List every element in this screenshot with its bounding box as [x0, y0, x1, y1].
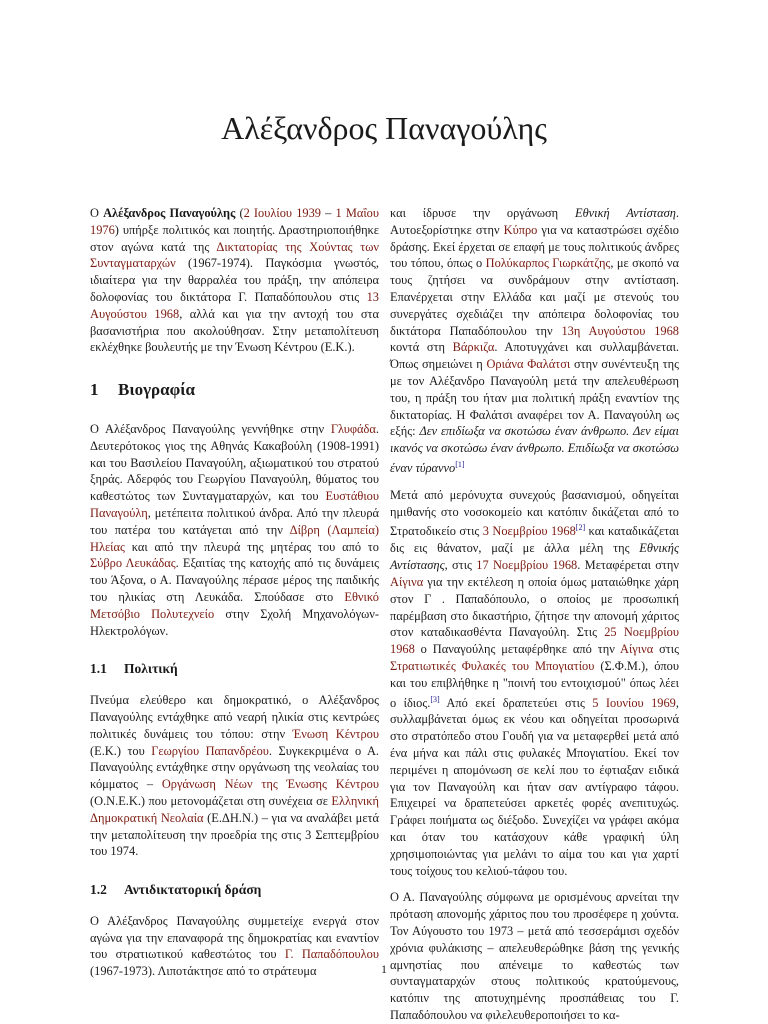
text: στην συνέντευξη της με τον Αλέξανδρο Παναγούλη μετά την απελευθέρωση του, η πράξη του ήταν μια πολιτική πράξη εναντίον της δικτατορίας. Η Φαλάτσι αναφέρει τον Α. Παναγούλη ως εξής: — [390, 357, 679, 439]
text: . Συγκεκριμένα ο Α. Παναγούλης εντάχθηκε στην οργάνωση της νεολαίας του κόμματος – — [90, 743, 379, 792]
subsection-number: 1.2 — [90, 882, 107, 898]
link-fallaci[interactable]: Οριάνα Φαλάτσι — [486, 357, 571, 372]
page-title: Αλέξανδρος Παναγούλης — [221, 110, 547, 146]
text: , μετέπειτα πολιτικού άνδρα. Από την πλευρά του πατέρα του κατάγεται από την — [90, 505, 379, 537]
link-aegina[interactable]: Αίγινα — [390, 574, 424, 589]
link-onek[interactable]: Οργάνωση Νέων της Ένωσης Κέντρου — [161, 777, 379, 792]
link-17-nov-1968[interactable]: 17 Νοεμβρίου 1968 — [476, 558, 578, 573]
text: ) υπήρξε πολιτικός και ποιητής. Δραστηριοποιήθηκε στον αγώνα κατά της — [90, 222, 379, 254]
reference-link[interactable]: [2] — [575, 523, 586, 533]
link-aegina-2[interactable]: Αίγινα — [620, 642, 654, 657]
text: ο Παναγούλης μεταφέρθηκε από την — [414, 642, 621, 657]
subsection-heading-resistance — [90, 882, 379, 899]
text: Ο Αλέξανδρος Παναγούλης γεννήθηκε στην — [90, 421, 331, 436]
emphasis: Εθνική Αντίσταση — [575, 206, 676, 220]
text: – — [320, 206, 336, 220]
link-enosi-kentrou[interactable]: Ένωση Κέντρου — [292, 726, 380, 741]
amnesty-paragraph — [390, 889, 679, 1023]
link-papadopoulos[interactable]: Γ. Παπαδόπουλου — [284, 947, 380, 962]
link-death-date[interactable]: 1 Μαΐου 1976 — [90, 206, 380, 237]
resistance-paragraph-continued — [390, 205, 679, 477]
subject-name: Αλέξανδρος Παναγούλης — [103, 206, 236, 220]
text: , στις — [444, 558, 477, 573]
link-birth-date[interactable]: 2 Ιουλίου 1939 — [243, 206, 321, 220]
link-bogiati-prison[interactable]: Στρατιωτικές Φυλακές του Μπογιατίου — [390, 658, 595, 673]
politics-paragraph — [90, 692, 379, 860]
reference-link[interactable]: [1] — [455, 459, 465, 469]
text: . Αυτοεξορίστηκε στην — [390, 206, 679, 237]
link-georkatzis[interactable]: Πολύκαρπος Γιωρκάτζης — [485, 256, 611, 271]
text: στην Σχολή Μηχανολόγων-Ηλεκτρολόγων. — [90, 606, 379, 638]
text: και ίδρυσε την οργάνωση — [390, 206, 575, 220]
link-edin[interactable]: Ελληνική Δημοκρατική Νεολαία — [90, 793, 379, 825]
link-5-jun-1969[interactable]: 5 Ιουνίου 1969 — [592, 695, 676, 710]
text: (1967-1974). Παγκόσμια γνωστός, ιδιαίτερα για την θαρραλέα του πράξη, την απόπειρα δολοφονίας του δικτάτορα Γ. Παπαδόπουλου στις — [90, 256, 379, 304]
link-25-nov-1968[interactable]: 25 Νοεμβρίου 1968 — [390, 625, 679, 657]
emphasis: Εθνικής Αντίστασης — [390, 541, 679, 573]
link-glyfada[interactable]: Γλυφάδα — [330, 421, 376, 436]
subsection-number: 1.1 — [90, 661, 107, 677]
text: , με σκοπό να τους ζητήσει να συνδράμουν στην αντίσταση. Επανέρχεται στην Ελλάδα και μαζί με στενούς του συνεργάτες σχεδιάζει την απόπειρα δολοφονίας του δικτάτορα Παπαδόπουλου την — [390, 256, 679, 338]
subsection-heading-politics — [90, 661, 379, 678]
text: . Μεταφέρεται στην — [577, 558, 679, 573]
section-number: 1 — [90, 380, 99, 400]
text: Ο — [90, 206, 104, 220]
link-cyprus[interactable]: Κύπρο — [503, 222, 538, 237]
quote: Δεν επιδίωξα να σκοτώσω έναν άνθρωπο. Δεν είμαι ικανός να σκοτώσω έναν άνθρωπο. Επιδίωξα να σκοτώσω έναν τύραννο — [390, 424, 680, 476]
subsection-title: Αντιδικτατορική δράση — [124, 882, 262, 898]
link-papandreou[interactable]: Γεωργίου Παπανδρέου — [151, 743, 269, 758]
link-varkiza[interactable]: Βάρκιζα — [452, 340, 495, 355]
text: (Ε.ΔΗ.Ν.) – για να αναλάβει μετά την μεταπολίτευση την προεδρία της στις 3 Σεπτεμβρίου του 1974. — [90, 810, 379, 859]
text: Πνεύμα ελεύθερο και δημοκρατικό, ο Αλέξανδρος Παναγούλης εντάχθηκε από νεαρή ηλικία στις κεντρώες πολιτικές δυνάμεις του τόπου: στην — [90, 693, 379, 741]
reference-link[interactable]: [3] — [430, 694, 440, 704]
page-number: 1 — [381, 962, 387, 976]
text: και καταδικάζεται δις εις θάνατον, μαζί με άλλα μέλη της — [390, 524, 679, 556]
text: Από εκεί δραπετεύει στις — [439, 695, 593, 710]
text: στις — [653, 642, 679, 657]
link-junta[interactable]: Δικτατορίας της Χούντας των Συνταγματαρχών — [90, 239, 380, 271]
text: για την εκτέλεση η οποία όμως ματαιώθηκε χάρη στον Γ . Παπαδόπουλο, ο οποίος με προσωπική παρέμβαση στο δικαστήριο, ζήτησε την απονομή χάριτος στον καταδικασθέντα Παναγούλη. Στις — [390, 574, 679, 640]
text: (Σ.Φ.Μ.), όπου και του επιβλήθηκε η "ποινή του εντοιχισμού" όπως λέει ο ίδιος. — [390, 658, 679, 710]
text: , αλλά και για την αντοχή του στα βασανιστήρια που ακολούθησαν. Στην μεταπολίτευση εκλέχθηκε βουλευτής με την Ένωση Κέντρου (Ε.Κ.). — [90, 306, 379, 355]
link-eustathios[interactable]: Ευστάθιου Παναγούλη — [90, 489, 379, 520]
text: . Δευτερότοκος γιος της Αθηνάς Κακαβούλη (1908-1991) και του Βασιλείου Παναγούλη, αξιωματικού του στρατού ξηράς. Αδερφός του Γεωργίου Παναγούλη, θύματος του καθεστώτος των Συνταγματαρχών, και του — [90, 421, 379, 504]
link-13-aug-1968[interactable]: 13η Αυγούστου 1968 — [561, 323, 679, 338]
text: και από την πλευρά της μητέρας του από το — [124, 539, 379, 554]
text: (Ο.Ν.Ε.Κ.) που μετονομάζεται στη συνέχεια σε — [90, 793, 332, 808]
link-3-nov-1968[interactable]: 3 Νοεμβρίου 1968 — [482, 524, 576, 539]
text: Μετά από μερόνυχτα συνεχούς βασανισμού, οδηγείται ημιθανής στο νοσοκομείο και κατόπιν δικάζεται από το Στρατοδικείο στις — [390, 487, 679, 539]
section-title: Βιογραφία — [118, 380, 196, 400]
text: (1967-1973). Λιποτάκτησε από το στράτευμα — [90, 964, 317, 979]
text: κοντά στη — [390, 340, 453, 355]
link-divri[interactable]: Δίβρη (Λαμπεία) Ηλείας — [90, 522, 379, 554]
link-syvros[interactable]: Σύβρο Λευκάδας — [90, 556, 176, 571]
trial-paragraph — [390, 487, 679, 880]
intro-paragraph — [90, 205, 379, 356]
section-heading-biography — [90, 382, 379, 399]
link-ntua[interactable]: Εθνικό Μετσόβιο Πολυτεχνείο — [90, 589, 379, 621]
text: , συλλαμβάνεται όμως εκ νέου και οδηγείται προσωρινά στο στρατόπεδο στου Γουδή για να μεταφερθεί μετά από ένα μήνα και πάλι στις φυλακές Μπογιατίου. Εκεί τον περιμένει η απομόνωση σε κελί που το έφτιαξαν ειδικά για τον Παναγούλη και ήταν σαν αντίγραφο τάφου. Επιχειρεί να δραπετεύσει αρκετές φορές ανεπιτυχώς. Γράφει ποιήματα ως διέξοδο. Συνεχίζει να γράφει ακόμα και όταν του κατάσχουν κάθε γραφική ύλη χρησιμοποιώντας για μελάνι το αίμα του και για χαρτί τους τοίχους του κελιού-τάφου του. — [390, 695, 679, 878]
biography-paragraph — [90, 421, 379, 639]
text: ( — [235, 206, 244, 220]
left-column — [90, 205, 379, 980]
text: (Ε.Κ.) του — [90, 743, 152, 758]
link-date-13-aug[interactable]: 13 Αυγούστου 1968 — [90, 289, 379, 321]
subsection-title: Πολιτική — [124, 661, 178, 677]
text: για να καταστρώσει σχέδιο δράσης. Εκεί έρχεται σε επαφή με τους πολιτικούς άνδρες του τόπου, όπως ο — [390, 222, 679, 271]
text: Ο Αλέξανδρος Παναγούλης συμμετείχε ενεργά στον αγώνα για την επαναφορά της δημοκρατίας και εναντίον του στρατιωτικού καθεστώτος του — [90, 913, 379, 962]
text: Ο Α. Παναγούλης σύμφωνα με ορισμένους αρνείται την πρόταση απονομής χάριτος που του προσέφερε η χούντα. Τον Αύγουστο του 1973 – μετά από τεσσεράμισι σχεδόν χρόνια φυλάκισης – απελευθερώθηκε βάση της γενικής αμνηστίας που απένειμε το καθεστώς των συνταγματαρχών στους πολιτικούς κρατούμενους, κατόπιν της αποτυχημένης προσπάθειας του Γ. Παπαδόπουλου να φιλελευθεροποιήσει το κα- — [390, 890, 679, 1023]
text: . Εξαιτίας της κατοχής από τις δυνάμεις του Άξονα, ο Α. Παναγούλης πέρασε μέρος της παιδικής του ηλικίας στη Λευκάδα. Σπούδασε στο — [90, 556, 379, 604]
right-column — [390, 205, 679, 1024]
text: . Αποτυγχάνει και συλλαμβάνεται. Όπως σημειώνει η — [390, 340, 679, 372]
